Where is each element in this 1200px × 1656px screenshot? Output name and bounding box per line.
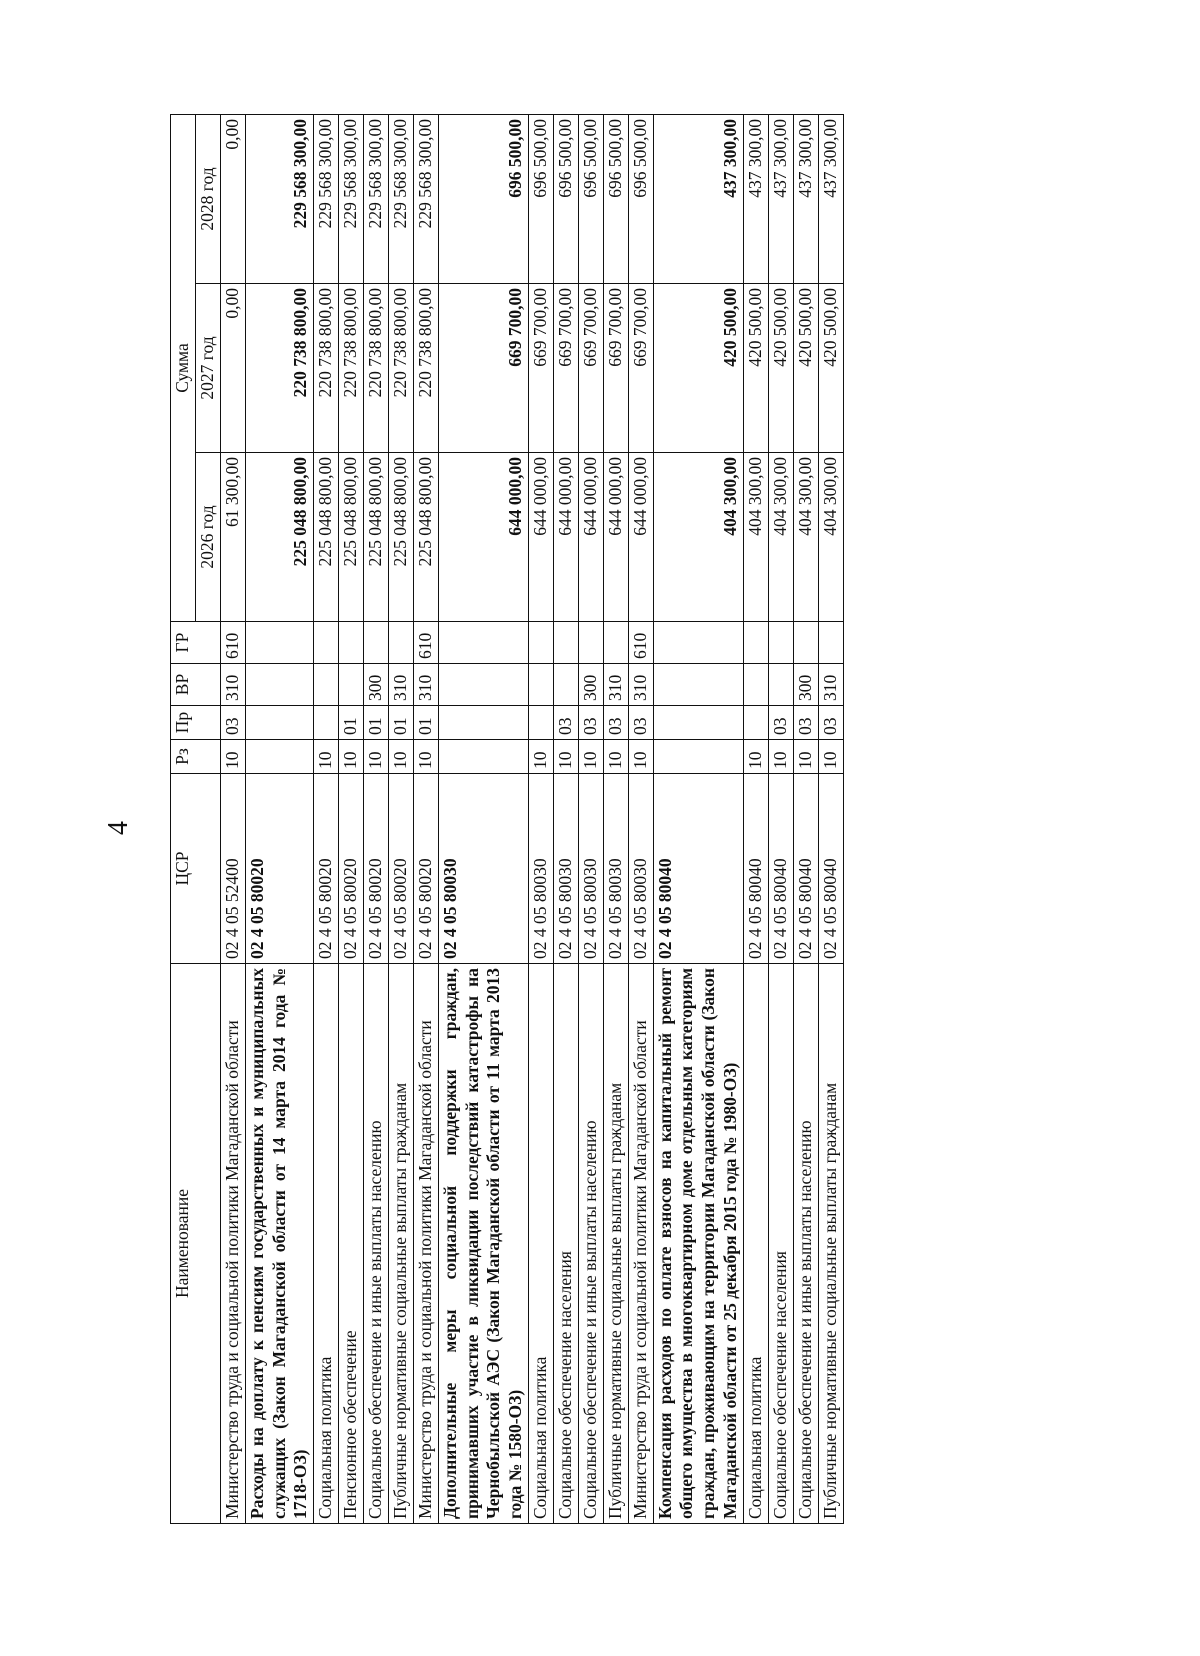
row-rz-cell: 10 bbox=[388, 740, 413, 774]
row-rz-cell: 10 bbox=[314, 740, 339, 774]
row-2026-cell: 61 300,00 bbox=[220, 453, 245, 622]
table-row bbox=[554, 114, 579, 1523]
row-2028-cell: 229 568 300,00 bbox=[413, 114, 438, 283]
row-2026-cell: 644 000,00 bbox=[578, 453, 603, 622]
table-row bbox=[529, 114, 554, 1523]
table-row bbox=[245, 114, 314, 1523]
row-pr-cell: 03 bbox=[793, 706, 818, 740]
row-csr-cell: 02 4 05 80020 bbox=[245, 774, 314, 964]
row-csr-cell: 02 4 05 52400 bbox=[220, 774, 245, 964]
row-2028-cell: 437 300,00 bbox=[818, 114, 843, 283]
row-2028-cell: 696 500,00 bbox=[554, 114, 579, 283]
row-2028-cell: 437 300,00 bbox=[744, 114, 769, 283]
table-row bbox=[339, 114, 364, 1523]
row-pr-cell: 01 bbox=[339, 706, 364, 740]
row-2026-cell: 644 000,00 bbox=[438, 453, 529, 622]
row-pr-cell: 03 bbox=[554, 706, 579, 740]
row-2026-cell: 225 048 800,00 bbox=[339, 453, 364, 622]
header-gr: ГР bbox=[171, 622, 221, 664]
row-gr-cell bbox=[653, 622, 744, 664]
row-rz-cell: 10 bbox=[744, 740, 769, 774]
header-sum: Сумма bbox=[171, 114, 196, 621]
row-2027-cell: 669 700,00 bbox=[603, 284, 628, 453]
row-pr-cell bbox=[438, 706, 529, 740]
row-2028-cell: 229 568 300,00 bbox=[339, 114, 364, 283]
row-vr-cell bbox=[653, 664, 744, 706]
row-2027-cell: 669 700,00 bbox=[578, 284, 603, 453]
header-row-1 bbox=[171, 114, 196, 1523]
row-pr-cell: 03 bbox=[603, 706, 628, 740]
row-rz-cell: 10 bbox=[364, 740, 389, 774]
table-row bbox=[628, 114, 653, 1523]
row-name-cell: Социальная политика bbox=[314, 964, 339, 1524]
row-rz-cell bbox=[653, 740, 744, 774]
row-2027-cell: 420 500,00 bbox=[653, 284, 744, 453]
row-2027-cell: 669 700,00 bbox=[438, 284, 529, 453]
row-gr-cell bbox=[603, 622, 628, 664]
row-pr-cell: 03 bbox=[578, 706, 603, 740]
row-rz-cell: 10 bbox=[413, 740, 438, 774]
table-row bbox=[768, 114, 793, 1523]
row-csr-cell: 02 4 05 80020 bbox=[364, 774, 389, 964]
row-csr-cell: 02 4 05 80030 bbox=[603, 774, 628, 964]
row-csr-cell: 02 4 05 80030 bbox=[578, 774, 603, 964]
header-rz: Рз bbox=[171, 740, 221, 774]
row-2026-cell: 644 000,00 bbox=[554, 453, 579, 622]
header-2027: 2027 год bbox=[195, 284, 220, 453]
row-vr-cell bbox=[529, 664, 554, 706]
row-2027-cell: 0,00 bbox=[220, 284, 245, 453]
table-row bbox=[438, 114, 529, 1523]
row-pr-cell bbox=[653, 706, 744, 740]
header-vr: ВР bbox=[171, 664, 221, 706]
row-2027-cell: 420 500,00 bbox=[768, 284, 793, 453]
row-2028-cell: 696 500,00 bbox=[529, 114, 554, 283]
row-csr-cell: 02 4 05 80040 bbox=[744, 774, 769, 964]
row-rz-cell: 10 bbox=[793, 740, 818, 774]
row-rz-cell: 10 bbox=[603, 740, 628, 774]
row-2027-cell: 220 738 800,00 bbox=[364, 284, 389, 453]
row-gr-cell: 610 bbox=[628, 622, 653, 664]
table-row bbox=[603, 114, 628, 1523]
row-rz-cell bbox=[245, 740, 314, 774]
row-pr-cell: 03 bbox=[220, 706, 245, 740]
row-name-cell: Социальная политика bbox=[529, 964, 554, 1524]
row-gr-cell bbox=[529, 622, 554, 664]
row-pr-cell bbox=[314, 706, 339, 740]
row-2026-cell: 404 300,00 bbox=[744, 453, 769, 622]
row-name-cell: Социальное обеспечение и иные выплаты населению bbox=[793, 964, 818, 1524]
row-2026-cell: 225 048 800,00 bbox=[388, 453, 413, 622]
table-row bbox=[653, 114, 744, 1523]
row-name-cell: Социальное обеспечение и иные выплаты населению bbox=[364, 964, 389, 1524]
row-gr-cell bbox=[818, 622, 843, 664]
row-pr-cell: 01 bbox=[388, 706, 413, 740]
row-pr-cell: 01 bbox=[413, 706, 438, 740]
row-csr-cell: 02 4 05 80040 bbox=[768, 774, 793, 964]
row-2026-cell: 225 048 800,00 bbox=[364, 453, 389, 622]
row-2028-cell: 229 568 300,00 bbox=[245, 114, 314, 283]
table-row bbox=[413, 114, 438, 1523]
row-2026-cell: 644 000,00 bbox=[628, 453, 653, 622]
row-vr-cell: 310 bbox=[220, 664, 245, 706]
row-2027-cell: 220 738 800,00 bbox=[413, 284, 438, 453]
row-name-cell: Компенсация расходов по оплате взносов на капитальный ремонт общего имущества в многоквартирном доме отдельным категориям граждан, проживающим на территории Магаданской области (Закон Магаданской области от 25 декабря 2015 года № 1980-ОЗ) bbox=[653, 964, 744, 1524]
row-2027-cell: 220 738 800,00 bbox=[314, 284, 339, 453]
row-2027-cell: 420 500,00 bbox=[744, 284, 769, 453]
row-name-cell: Социальное обеспечение населения bbox=[554, 964, 579, 1524]
row-2027-cell: 220 738 800,00 bbox=[245, 284, 314, 453]
row-2028-cell: 437 300,00 bbox=[793, 114, 818, 283]
row-vr-cell: 310 bbox=[603, 664, 628, 706]
row-vr-cell bbox=[438, 664, 529, 706]
row-pr-cell bbox=[529, 706, 554, 740]
row-csr-cell: 02 4 05 80030 bbox=[438, 774, 529, 964]
row-pr-cell: 03 bbox=[768, 706, 793, 740]
row-2028-cell: 229 568 300,00 bbox=[364, 114, 389, 283]
row-2028-cell: 696 500,00 bbox=[578, 114, 603, 283]
row-rz-cell: 10 bbox=[554, 740, 579, 774]
row-2026-cell: 404 300,00 bbox=[653, 453, 744, 622]
row-vr-cell: 300 bbox=[364, 664, 389, 706]
row-gr-cell bbox=[245, 622, 314, 664]
row-name-cell: Пенсионное обеспечение bbox=[339, 964, 364, 1524]
row-rz-cell bbox=[438, 740, 529, 774]
row-vr-cell bbox=[339, 664, 364, 706]
header-2028: 2028 год bbox=[195, 114, 220, 283]
budget-table bbox=[170, 114, 844, 1524]
row-pr-cell: 03 bbox=[628, 706, 653, 740]
table-row bbox=[314, 114, 339, 1523]
row-csr-cell: 02 4 05 80040 bbox=[653, 774, 744, 964]
row-name-cell: Министерство труда и социальной политики Магаданской области bbox=[220, 964, 245, 1524]
row-gr-cell bbox=[314, 622, 339, 664]
row-rz-cell: 10 bbox=[339, 740, 364, 774]
row-csr-cell: 02 4 05 80030 bbox=[554, 774, 579, 964]
row-gr-cell bbox=[339, 622, 364, 664]
row-vr-cell bbox=[744, 664, 769, 706]
row-gr-cell bbox=[578, 622, 603, 664]
row-gr-cell bbox=[768, 622, 793, 664]
row-gr-cell bbox=[793, 622, 818, 664]
row-2026-cell: 644 000,00 bbox=[603, 453, 628, 622]
row-2027-cell: 669 700,00 bbox=[628, 284, 653, 453]
row-pr-cell bbox=[245, 706, 314, 740]
row-pr-cell: 01 bbox=[364, 706, 389, 740]
row-2028-cell: 437 300,00 bbox=[653, 114, 744, 283]
row-gr-cell bbox=[364, 622, 389, 664]
row-csr-cell: 02 4 05 80020 bbox=[314, 774, 339, 964]
row-csr-cell: 02 4 05 80020 bbox=[413, 774, 438, 964]
row-2027-cell: 220 738 800,00 bbox=[339, 284, 364, 453]
row-2028-cell: 437 300,00 bbox=[768, 114, 793, 283]
row-2028-cell: 229 568 300,00 bbox=[314, 114, 339, 283]
row-name-cell: Социальное обеспечение и иные выплаты населению bbox=[578, 964, 603, 1524]
page-number: 4 bbox=[103, 821, 134, 835]
row-name-cell: Министерство труда и социальной политики Магаданской области bbox=[413, 964, 438, 1524]
row-gr-cell: 610 bbox=[220, 622, 245, 664]
row-2028-cell: 0,00 bbox=[220, 114, 245, 283]
row-rz-cell: 10 bbox=[818, 740, 843, 774]
row-2028-cell: 696 500,00 bbox=[438, 114, 529, 283]
row-rz-cell: 10 bbox=[628, 740, 653, 774]
row-2026-cell: 404 300,00 bbox=[818, 453, 843, 622]
row-vr-cell bbox=[768, 664, 793, 706]
row-gr-cell bbox=[388, 622, 413, 664]
table-row bbox=[364, 114, 389, 1523]
row-rz-cell: 10 bbox=[220, 740, 245, 774]
row-vr-cell: 310 bbox=[818, 664, 843, 706]
table-row bbox=[818, 114, 843, 1523]
row-2028-cell: 229 568 300,00 bbox=[388, 114, 413, 283]
row-rz-cell: 10 bbox=[529, 740, 554, 774]
row-2026-cell: 225 048 800,00 bbox=[314, 453, 339, 622]
row-gr-cell bbox=[744, 622, 769, 664]
row-name-cell: Министерство труда и социальной политики Магаданской области bbox=[628, 964, 653, 1524]
row-vr-cell: 300 bbox=[793, 664, 818, 706]
header-name: Наименование bbox=[171, 964, 221, 1524]
row-2027-cell: 420 500,00 bbox=[793, 284, 818, 453]
row-vr-cell: 310 bbox=[413, 664, 438, 706]
table-row bbox=[793, 114, 818, 1523]
row-2027-cell: 420 500,00 bbox=[818, 284, 843, 453]
row-rz-cell: 10 bbox=[578, 740, 603, 774]
row-name-cell: Публичные нормативные социальные выплаты гражданам bbox=[818, 964, 843, 1524]
row-csr-cell: 02 4 05 80040 bbox=[818, 774, 843, 964]
table-row bbox=[744, 114, 769, 1523]
table-row bbox=[220, 114, 245, 1523]
row-csr-cell: 02 4 05 80030 bbox=[628, 774, 653, 964]
row-name-cell: Дополнительные меры социальной поддержки граждан, принимавших участие в ликвидации последствий катастрофы на Чернобыльской АЭС (Закон Магаданской области от 11 марта 2013 года № 1580-ОЗ) bbox=[438, 964, 529, 1524]
row-pr-cell bbox=[744, 706, 769, 740]
row-pr-cell: 03 bbox=[818, 706, 843, 740]
row-vr-cell bbox=[245, 664, 314, 706]
row-2027-cell: 669 700,00 bbox=[529, 284, 554, 453]
rotated-table-container bbox=[170, 114, 844, 1524]
row-name-cell: Социальное обеспечение населения bbox=[768, 964, 793, 1524]
header-csr: ЦСР bbox=[171, 774, 221, 964]
row-2026-cell: 404 300,00 bbox=[793, 453, 818, 622]
row-name-cell: Публичные нормативные социальные выплаты гражданам bbox=[603, 964, 628, 1524]
row-csr-cell: 02 4 05 80020 bbox=[388, 774, 413, 964]
row-rz-cell: 10 bbox=[768, 740, 793, 774]
row-csr-cell: 02 4 05 80040 bbox=[793, 774, 818, 964]
row-name-cell: Социальная политика bbox=[744, 964, 769, 1524]
row-2026-cell: 225 048 800,00 bbox=[245, 453, 314, 622]
row-vr-cell: 310 bbox=[628, 664, 653, 706]
row-gr-cell bbox=[554, 622, 579, 664]
row-2026-cell: 225 048 800,00 bbox=[413, 453, 438, 622]
row-vr-cell: 300 bbox=[578, 664, 603, 706]
row-2028-cell: 696 500,00 bbox=[628, 114, 653, 283]
table-row bbox=[578, 114, 603, 1523]
header-2026: 2026 год bbox=[195, 453, 220, 622]
row-gr-cell: 610 bbox=[413, 622, 438, 664]
row-2026-cell: 404 300,00 bbox=[768, 453, 793, 622]
row-csr-cell: 02 4 05 80020 bbox=[339, 774, 364, 964]
row-2028-cell: 696 500,00 bbox=[603, 114, 628, 283]
row-2027-cell: 220 738 800,00 bbox=[388, 284, 413, 453]
row-2026-cell: 644 000,00 bbox=[529, 453, 554, 622]
row-csr-cell: 02 4 05 80030 bbox=[529, 774, 554, 964]
row-name-cell: Публичные нормативные социальные выплаты гражданам bbox=[388, 964, 413, 1524]
row-gr-cell bbox=[438, 622, 529, 664]
row-vr-cell: 310 bbox=[388, 664, 413, 706]
row-vr-cell bbox=[314, 664, 339, 706]
row-vr-cell bbox=[554, 664, 579, 706]
header-pr: Пр bbox=[171, 706, 221, 740]
row-name-cell: Расходы на доплату к пенсиям государственных и муниципальных служащих (Закон Магаданской области от 14 марта 2014 года № 1718-ОЗ) bbox=[245, 964, 314, 1524]
table-row bbox=[388, 114, 413, 1523]
row-2027-cell: 669 700,00 bbox=[554, 284, 579, 453]
